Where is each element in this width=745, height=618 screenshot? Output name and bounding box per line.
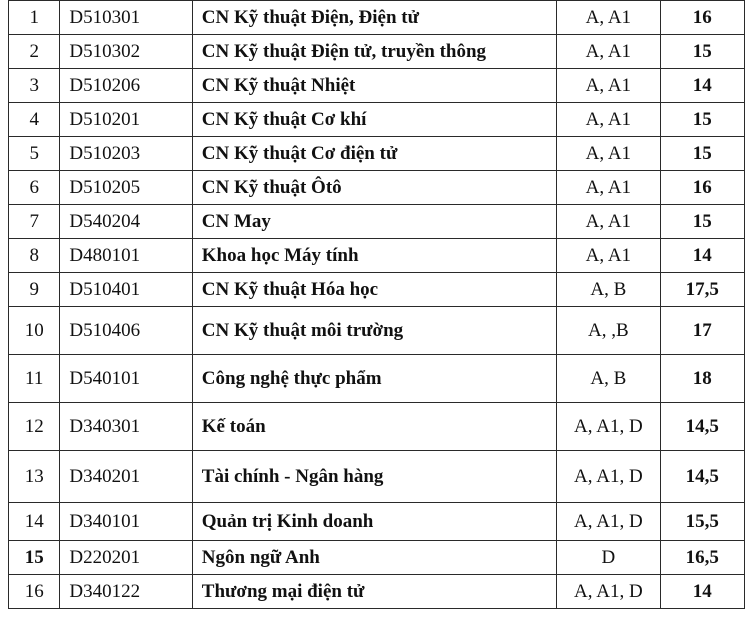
- cutoff-score: 14: [660, 69, 745, 103]
- major-name: CN Kỹ thuật Cơ khí: [192, 103, 556, 137]
- major-code: D510205: [60, 171, 192, 205]
- cutoff-score: 14,5: [660, 403, 745, 451]
- exam-groups: A, A1, D: [557, 403, 660, 451]
- cutoff-score: 15: [660, 205, 745, 239]
- cutoff-score: 15: [660, 35, 745, 69]
- row-index: 11: [9, 355, 60, 403]
- table-row: [9, 69, 745, 103]
- major-code: D340122: [60, 575, 192, 609]
- exam-groups: A, A1: [557, 205, 660, 239]
- exam-groups: A, A1, D: [557, 503, 660, 541]
- table-row: [9, 239, 745, 273]
- row-index: 15: [9, 541, 60, 575]
- exam-groups: A, A1: [557, 103, 660, 137]
- table-row: [9, 103, 745, 137]
- major-name: Khoa học Máy tính: [192, 239, 556, 273]
- table-row: [9, 205, 745, 239]
- major-code: D510302: [60, 35, 192, 69]
- row-index: 4: [9, 103, 60, 137]
- table-row: [9, 503, 745, 541]
- exam-groups: A, A1: [557, 69, 660, 103]
- major-code: D480101: [60, 239, 192, 273]
- major-code: D540101: [60, 355, 192, 403]
- cutoff-score: 17: [660, 307, 745, 355]
- cutoff-score: 14,5: [660, 451, 745, 503]
- table-row: [9, 451, 745, 503]
- major-name: CN Kỹ thuật môi trường: [192, 307, 556, 355]
- row-index: 6: [9, 171, 60, 205]
- major-code: D510206: [60, 69, 192, 103]
- major-name: CN Kỹ thuật Cơ điện tử: [192, 137, 556, 171]
- row-index: 10: [9, 307, 60, 355]
- row-index: 1: [9, 1, 60, 35]
- major-name: CN Kỹ thuật Điện tử, truyền thông: [192, 35, 556, 69]
- table-row: [9, 171, 745, 205]
- exam-groups: A, A1, D: [557, 575, 660, 609]
- exam-groups: A, B: [557, 355, 660, 403]
- major-name: CN Kỹ thuật Ôtô: [192, 171, 556, 205]
- table-row: [9, 35, 745, 69]
- major-code: D510406: [60, 307, 192, 355]
- row-index: 5: [9, 137, 60, 171]
- major-name: Kế toán: [192, 403, 556, 451]
- row-index: 16: [9, 575, 60, 609]
- table-row: [9, 355, 745, 403]
- cutoff-score: 15: [660, 103, 745, 137]
- major-name: CN Kỹ thuật Điện, Điện tử: [192, 1, 556, 35]
- exam-groups: A, A1: [557, 137, 660, 171]
- row-index: 8: [9, 239, 60, 273]
- major-code: D220201: [60, 541, 192, 575]
- major-name: CN Kỹ thuật Hóa học: [192, 273, 556, 307]
- cutoff-score: 16,5: [660, 541, 745, 575]
- major-code: D510203: [60, 137, 192, 171]
- major-name: Tài chính - Ngân hàng: [192, 451, 556, 503]
- row-index: 14: [9, 503, 60, 541]
- row-index: 13: [9, 451, 60, 503]
- major-name: CN Kỹ thuật Nhiệt: [192, 69, 556, 103]
- row-index: 3: [9, 69, 60, 103]
- major-name: Quản trị Kinh doanh: [192, 503, 556, 541]
- cutoff-score: 16: [660, 171, 745, 205]
- table-row: [9, 1, 745, 35]
- major-code: D340301: [60, 403, 192, 451]
- exam-groups: A, ,B: [557, 307, 660, 355]
- row-index: 12: [9, 403, 60, 451]
- cutoff-score: 14: [660, 575, 745, 609]
- table-row: [9, 403, 745, 451]
- exam-groups: A, A1: [557, 171, 660, 205]
- exam-groups: D: [557, 541, 660, 575]
- exam-groups: A, A1: [557, 35, 660, 69]
- row-index: 7: [9, 205, 60, 239]
- cutoff-score: 17,5: [660, 273, 745, 307]
- row-index: 9: [9, 273, 60, 307]
- major-name: Ngôn ngữ Anh: [192, 541, 556, 575]
- major-name: Thương mại điện tử: [192, 575, 556, 609]
- table-row: [9, 137, 745, 171]
- admission-score-table: [8, 0, 745, 609]
- major-name: Công nghệ thực phẩm: [192, 355, 556, 403]
- cutoff-score: 16: [660, 1, 745, 35]
- table-row: [9, 307, 745, 355]
- major-name: CN May: [192, 205, 556, 239]
- cutoff-score: 15: [660, 137, 745, 171]
- cutoff-score: 14: [660, 239, 745, 273]
- row-index: 2: [9, 35, 60, 69]
- table-row: [9, 541, 745, 575]
- major-code: D340101: [60, 503, 192, 541]
- cutoff-score: 18: [660, 355, 745, 403]
- exam-groups: A, B: [557, 273, 660, 307]
- major-code: D510401: [60, 273, 192, 307]
- table-row: [9, 273, 745, 307]
- major-code: D510201: [60, 103, 192, 137]
- exam-groups: A, A1: [557, 239, 660, 273]
- major-code: D340201: [60, 451, 192, 503]
- major-code: D540204: [60, 205, 192, 239]
- cutoff-score: 15,5: [660, 503, 745, 541]
- table-row: [9, 575, 745, 609]
- exam-groups: A, A1: [557, 1, 660, 35]
- exam-groups: A, A1, D: [557, 451, 660, 503]
- major-code: D510301: [60, 1, 192, 35]
